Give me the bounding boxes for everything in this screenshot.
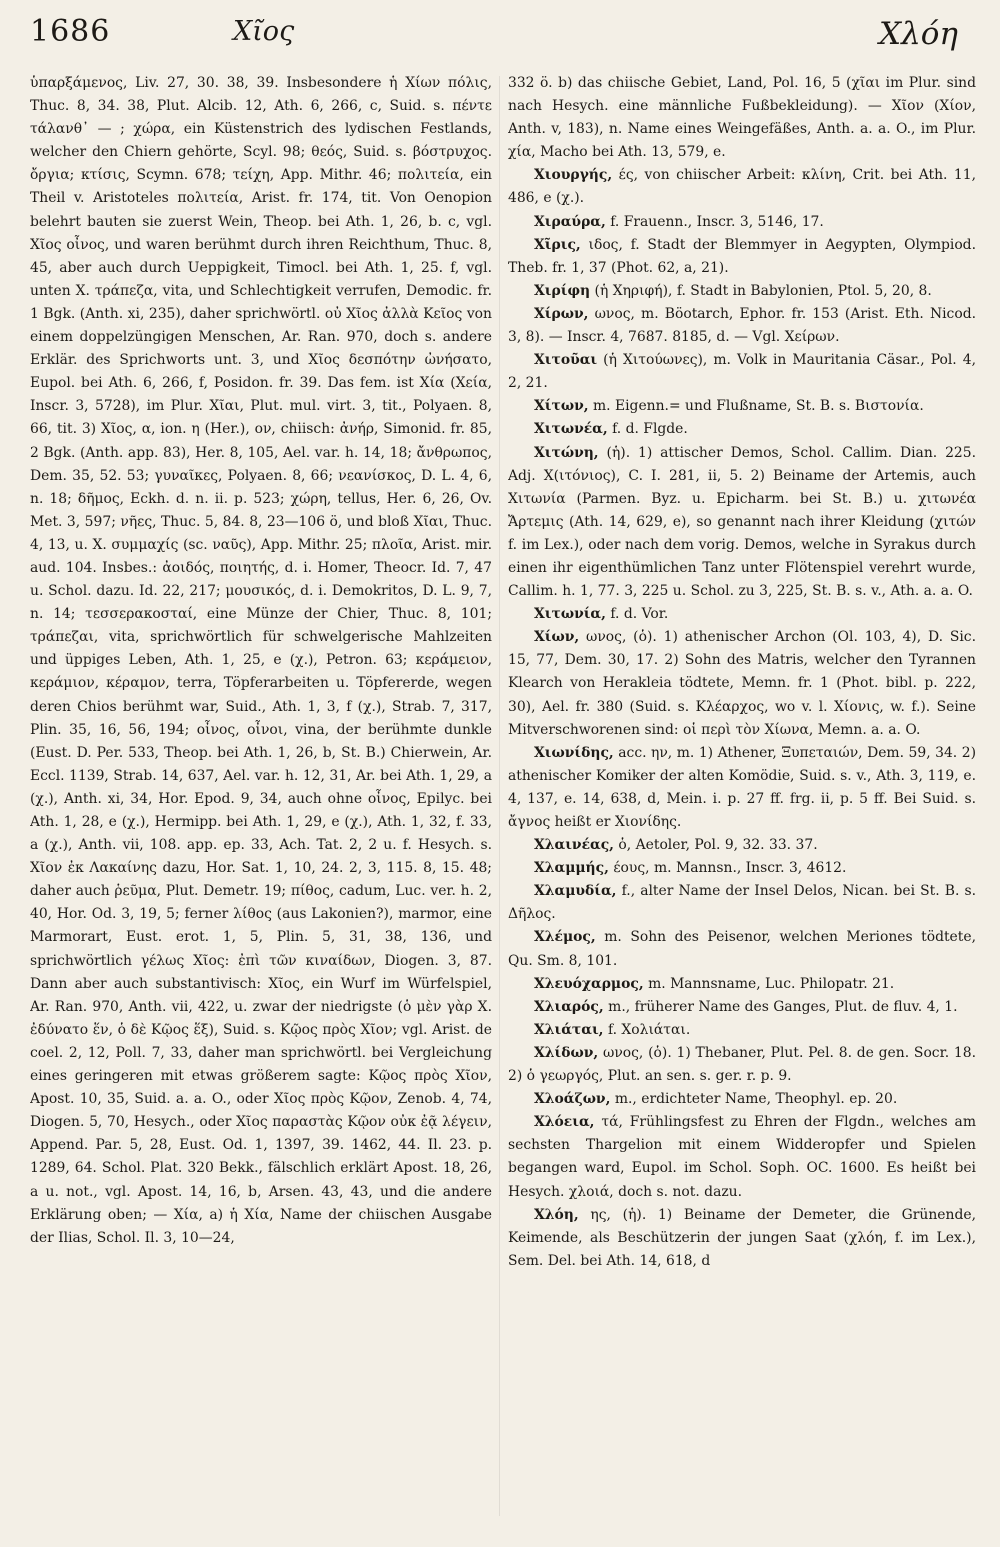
dictionary-entry [508,395,976,418]
dictionary-entry [508,234,976,280]
entry-headword: Χιραύρα, [534,213,606,230]
entry-headword: Χιωνίδης, [534,744,614,761]
right-running-head: Χλόη [879,16,958,52]
dictionary-entry [508,1042,976,1088]
entry-text: ιδος, f. Stadt der Blemmyer in Aegypten, Olympiod. Theb. fr. 1, 37 (Phot. 62, a, 21). [508,236,976,276]
entry-headword: Χλέμος, [534,929,596,946]
page-number: 1686 [30,14,111,49]
dictionary-entry [508,280,976,303]
entry-text: (ἡ Χηριφή), f. Stadt in Babylonien, Ptol. 5, 20, 8. [590,282,932,299]
entry-continuation: ὑπαρξάμενος, Liv. 27, 30. 38, 39. Insbesondere ἡ Χίων πόλις, Thuc. 8, 34. 38, Plut. Alcib. 12, Ath. 6, 266, c, Suid. s. πέντε τάλανθ᾽ — ; χώρα, ein Küstenstrich des lydischen Festlands, welcher den Chiern gehörte, Scyl. 98; θεός, Suid. s. βόστρυχος. ὄργια; κτίσις, Scymn. 678; τείχη, App. Mithr. 46; πολιτεία, ein Theil v. Aristoteles πολιτεία, Arist. fr. 174, tit. Von Oenopion belehrt bauten sie zuerst Wein, Theop. bei Ath. 1, 26, b. c, vgl. Χῖος οἶνος, und waren berühmt durch ihren Reichthum, Thuc. 8, 45, aber auch durch Ueppigkeit, Timocl. bei Ath. 1, 25. f, vgl. unten Χ. τράπεζα, vita, und Schlechtigkeit verrufen, Demodic. fr. 1 Bgk. (Anth. xi, 235), daher sprichwörtl. οὐ Χῖος ἀλλὰ Κεῖος von einem doppelzüngigen Menschen, Ar. Ran. 970, doch s. andere Erklär. des Sprichworts unt. 3, und Χῖος δεσπότην ὠνήσατο, Eupol. bei Ath. 6, 266, f, Posidon. fr. 39. Das fem. ist Χία (Χεία, Inscr. 3, 5728), im Plur. Χῖαι, Plut. mul. virt. 3, tit., Polyaen. 8, 66, tit. 3) Χῖος, α, ion. η (Her.), ον, chiisch: ἀνήρ, Simonid. fr. 85, 2 Bgk. (Anth. app. 83), Her. 8, 105, Ael. var. h. 14, 18; ἄνθρωπος, Dem. 35, 52. 53; γυναῖκες, Polyaen. 8, 66; νεανίσκος, D. L. 4, 6, n. 18; δῆμος, Eckh. d. n. ii. p. 523; χώρη, tellus, Her. 6, 26, Ov. Met. 3, 597; νῆες, Thuc. 5, 84. 8, 23—106 ö, und bloß Χῖαι, Thuc. 4, 13, u. Χ. συμμαχίς (sc. ναῦς), App. Mithr. 25; πλοῖα, Arist. mir. aud. 104. Insbes.: ἀοιδός, ποιητής, d. i. Homer, Theocr. Id. 7, 47 u. Schol. dazu. Id. 22, 217; μουσικός, d. i. Demokritos, D. L. 9, 7, n. 14; τεσσερακοσταί, eine Münze der Chier, Thuc. 8, 101; τράπεζαι, vita, sprichwörtlich für schwelgerische Mahlzeiten und üppiges Leben, Ath. 1, 25, e (χ.), Petron. 63; κεράμειον, κεράμιον, κέραμον, terra, Töpferarbeiten u. Töpfererde, wegen deren Chios berühmt war, Suid., Ath. 1, 3, f (χ.), Strab. 7, 317, Plin. 35, 16, 56, 194; οἶνος, οἶνοι, vina, der berühmte dunkle (Eust. D. Per. 533, Theop. bei Ath. 1, 26, b, St. B.) Chierwein, Ar. Eccl. 1139, Strab. 14, 637, Ael. var. h. 12, 31, Ar. bei Ath. 1, 29, a (χ.), Anth. xi, 34, Hor. Epod. 9, 34, auch ohne οἶνος, Epilyc. bei Ath. 1, 28, e (χ.), Hermipp. bei Ath. 1, 29, e (χ.), Ath. 1, 32, f. 33, a (χ.), Anth. vii, 108. app. ep. 33, Ach. Tat. 2, 2 u. f. Hesych. s. Χῖον ἐκ Λακαίνης dazu, Hor. Sat. 1, 10, 24. 2, 3, 115. 8, 15. 48; daher auch ῥεῦμα, Plut. Demetr. 19; πίθος, cadum, Luc. ver. h. 2, 40, Hor. Od. 3, 19, 5; ferner λίθος (aus Lakonien?), marmor, eine Marmorart, Eust. erot. 1, 5, Plin. 5, 31, 38, 136, und sprichwörtlich γέλως Χῖος: ἐπὶ τῶν κιναίδων, Diogen. 3, 87. Dann aber auch substantivisch: Χῖος, ein Wurf im Würfelspiel, Ar. Ran. 970, Anth. vii, 422, u. zwar der niedrigste (ὁ μὲν γὰρ Χ. ἐδύνατο ἕν, ὁ δὲ Κῷος ἕξ), Suid. s. Κῷος πρὸς Χῖον; vgl. Arist. de coel. 2, 12, Poll. 7, 33, daher man sprichwörtl. bei Vergleichung eines geringeren mit etwas größerem sagte: Κῷος πρὸς Χῖον, Apost. 10, 35, Suid. a. a. O., oder Χῖος πρὸς Κῷον, Zenob. 4, 74, Diogen. 5, 70, Hesych., oder Χῖος παραστὰς Κῷον οὐκ ἐᾷ λέγειν, Append. Par. 5, 28, Eust. Od. 1, 1397, 39. 1462, 44. Il. 23. p. 1289, 64. Schol. Plat. 320 Bekk., fälschlich erklärt Apost. 18, 26, a u. not., vgl. Apost. 14, 16, b, Arsen. 43, 43, und die andere Erklärung oben; — Χία, a) ἡ Χία, Name der chiischen Ausgabe der Ilias, Schol. Il. 3, 10—24, [30,75,492,1246]
entry-text: ωνος, (ὁ). 1) athenischer Archon (Ol. 103, 4), D. Sic. 15, 77, Dem. 30, 17. 2) Sohn des Matris, welcher den Tyrannen Klearch von Herakleia tödtete, Memn. fr. 1 (Phot. bibl. p. 222, 30), Ael. fr. 380 (Suid. s. Κλέαρχος, wo v. l. Χίονις, w. f.). Seine Mitverschworenen sind: οἱ περὶ τὸν Χίωνα, Memn. a. a. O. [508,629,976,738]
column-divider [499,76,500,1516]
entry-headword: Χλευόχαρμος, [534,975,644,992]
entry-text: f. d. Flgde. [607,421,688,438]
right-column [508,72,976,1542]
entry-headword: Χλαινέας, [534,837,614,854]
dictionary-entry [508,880,976,926]
entry-text: 332 ö. b) das chiische Gebiet, Land, Pol. 16, 5 (χῖαι im Plur. sind nach Hesych. eine männliche Fußbekleidung). — Χῖον (Χίον, Anth. v, 183), n. Name eines Weingefäßes, Anth. a. a. O., im Plur. χία, Macho bei Ath. 13, 579, e. [508,75,976,161]
entry-headword: Χιουργής, [534,167,613,184]
dictionary-entry [508,1019,976,1042]
entry-headword: Χλόεια, [534,1114,595,1131]
entry-text: έους, m. Mannsn., Inscr. 3, 4612. [608,860,847,877]
entry-headword: Χιτωνέα, [534,421,608,438]
left-column [30,72,492,1542]
dictionary-entry [508,626,976,741]
entry-text: m. Mannsname, Luc. Philopatr. 21. [643,975,895,992]
dictionary-entry [508,418,976,441]
dictionary-entry [508,973,976,996]
entry-headword: Χλαμμής, [534,860,609,877]
dictionary-entry [508,211,976,234]
dictionary-entry [508,164,976,210]
entry-text: ές, von chiischer Arbeit: κλίνη, Crit. bei Ath. 11, 486, e (χ.). [508,167,976,207]
entry-text: ης, (ἡ). 1) Beiname der Demeter, die Grünende, Keimende, als Beschützerin der jungen Saat (χλόη, f. im Lex.), Sem. Del. bei Ath. 14, 618, d [508,1206,976,1269]
entry-text: m., früherer Name des Ganges, Plut. de fluv. 4, 1. [603,998,958,1015]
dictionary-entry [508,926,976,972]
entry-headword: Χλιάται, [534,1021,604,1038]
dictionary-entry [508,349,976,395]
entry-headword: Χιρίφη [534,282,591,299]
entry-headword: Χλίδων, [534,1044,599,1061]
entry-text: ωνος, m. Böotarch, Ephor. fr. 153 (Arist. Eth. Nicod. 3, 8). — Inscr. 4, 7687. 8185, d. — Vgl. Χείρων. [508,305,976,346]
entry-headword: Χιτώνη, [534,444,599,461]
entry-headword: Χιτωνία, [534,606,606,623]
entry-text: f., alter Name der Insel Delos, Nican. bei St. B. s. Δῆλος. [508,883,976,923]
entry-text: τά, Frühlingsfest zu Ehren der Flgdn., welches am sechsten Thargelion mit einem Widderopfer und Spielen begangen ward, Eupol. im Schol. Soph. OC. 1600. Es heißt bei Hesych. χλοιά, doch s. not. dazu. [508,1114,976,1200]
dictionary-entry [508,857,976,880]
entry-text: m. Sohn des Peisenor, welchen Meriones tödtete, Qu. Sm. 8, 101. [508,929,976,969]
entry-text: ὁ, Aetoler, Pol. 9, 32. 33. 37. [614,837,818,854]
entry-text: f. Χολιάται. [603,1021,691,1038]
dictionary-entry [508,834,976,857]
dictionary-entry [508,303,976,349]
entry-headword: Χλοάζων, [534,1091,611,1108]
entry-headword: Χλιαρός, [534,998,604,1015]
dictionary-entry [508,1088,976,1111]
entry-text: m., erdichteter Name, Theophyl. ep. 20. [610,1091,898,1108]
dictionary-entry [508,1204,976,1273]
entry-headword: Χλαμυδία, [534,883,617,900]
dictionary-entry [508,1111,976,1203]
dictionary-entry [508,742,976,834]
entry-text: ωνος, (ὁ). 1) Thebaner, Plut. Pel. 8. de gen. Socr. 18. 2) ὁ γεωργός, Plut. an sen. s. ger. r. p. 9. [508,1044,976,1085]
dictionary-entry [508,72,976,164]
entry-text: f. d. Vor. [605,606,669,623]
dictionary-entry [508,442,976,604]
entry-headword: Χίων, [534,629,580,646]
entry-text: f. Frauenn., Inscr. 3, 5146, 17. [605,213,824,230]
entry-text: (ἡ Χιτούωνες), m. Volk in Mauritania Cäsar., Pol. 4, 2, 21. [508,352,976,392]
dictionary-entry [508,603,976,626]
entry-headword: Χίτων, [534,398,589,415]
left-running-head: Χῖος [233,16,295,47]
entry-text: acc. ην, m. 1) Athener, Ξυπεταιών, Dem. 59, 34. 2) athenischer Komiker der alten Komödie, Suid. s. v., Ath. 3, 119, e. 4, 137, e. 14, 638, d, Mein. i. p. 27 ff. frg. ii, p. 5 ff. Bei Suid. s. ἄγνος heißt er Χιονίδης. [508,744,976,830]
dictionary-entry [508,996,976,1019]
entry-headword: Χιτοῦαι [534,352,598,369]
entry-text: m. Eigenn.= und Flußname, St. B. s. Βιστονία. [588,398,924,415]
entry-headword: Χῖρις, [534,236,581,253]
entry-headword: Χλόη, [534,1206,579,1223]
entry-headword: Χίρων, [534,305,589,322]
entry-text: (ἡ). 1) attischer Demos, Schol. Callim. Dian. 225. Adj. Χ(ιτόνιος), C. I. 281, ii, 5. 2) Beiname der Artemis, auch Χιτωνία (Parmen. Byz. u. Epicharm. bei St. B.) u. χιτωνέα Ἄρτεμις (Ath. 14, 629, e), so genannt nach ihrer Kleidung (χιτών f. im Lex.), oder nach dem vorig. Demos, welche in Syrakus durch einen ihr eigenthümlichen Tanz unter Flötenspiel verehrt wurde, Callim. h. 1, 77. 3, 225 u. Schol. zu 3, 225, St. B. s. v., Ath. a. a. O. [508,444,976,600]
